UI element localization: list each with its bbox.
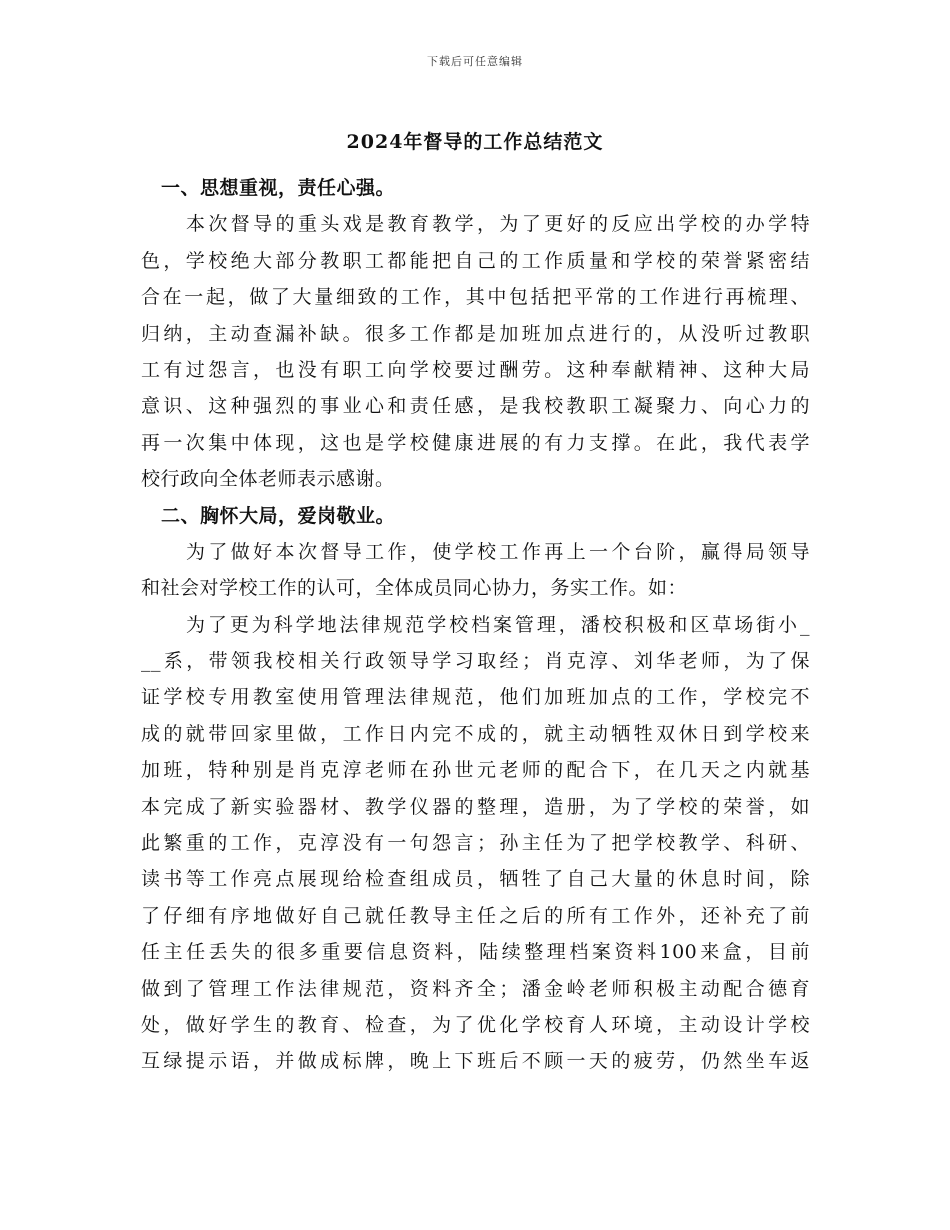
paragraph-line: 为了做好本次督导工作，使学校工作再上一个台阶，赢得局领导	[186, 540, 810, 563]
paragraph-line: 工有过怨言，也没有职工向学校要过酬劳。这种奉献精神、这种大局	[141, 358, 810, 381]
paragraph-line: 证学校专用教室使用管理法律规范，他们加班加点的工作，学校完不	[141, 686, 810, 709]
paragraph-line: __系，带领我校相关行政领导学习取经；肖克淳、刘华老师，为了保	[141, 650, 810, 673]
document-body	[141, 170, 810, 1080]
paragraph-line: 校行政向全体老师表示感谢。	[141, 468, 395, 491]
paragraph-line: 归纳，主动查漏补缺。很多工作都是加班加点进行的，从没听过教职	[141, 322, 810, 345]
paragraph-line: 和社会对学校工作的认可，全体成员同心协力，务实工作。如：	[141, 577, 688, 600]
paragraph-line: 读书等工作亮点展现给检查组成员，牺牲了自己大量的休息时间，除	[141, 868, 810, 891]
paragraph-line: 做到了管理工作法律规范，资料齐全；潘金岭老师积极主动配合德育	[141, 977, 810, 1000]
paragraph-line: 本完成了新实验器材、教学仪器的整理，造册，为了学校的荣誉，如	[141, 795, 810, 818]
paragraph-line: 任主任丢失的很多重要信息资料，陆续整理档案资料100来盒，目前	[141, 941, 810, 964]
paragraph-line: 加班，特种别是肖克淳老师在孙世元老师的配合下，在几天之内就基	[141, 759, 810, 782]
paragraph-line: 合在一起，做了大量细致的工作，其中包括把平常的工作进行再梳理、	[141, 286, 810, 309]
paragraph-line: 意识、这种强烈的事业心和责任感，是我校教职工凝聚力、向心力的	[141, 395, 810, 418]
paragraph-line: 色，学校绝大部分教职工都能把自己的工作质量和学校的荣誉紧密结	[141, 249, 810, 272]
document-title: 2024年督导的工作总结范文	[346, 131, 604, 153]
section-heading-2: 二、胸怀大局，爱岗敬业。	[161, 504, 396, 527]
paragraph-line: 处，做好学生的教育、检查，为了优化学校育人环境，主动设计学校	[141, 1013, 810, 1036]
paragraph-line: 了仔细有序地做好自己就任教导主任之后的所有工作外，还补充了前	[141, 904, 810, 927]
paragraph-line: 此繁重的工作，克淳没有一句怨言；孙主任为了把学校教学、科研、	[141, 832, 810, 855]
paragraph-line: 为了更为科学地法律规范学校档案管理，潘校积极和区草场街小_	[186, 613, 810, 636]
header-note: 下载后可任意编辑	[427, 55, 523, 68]
paragraph-line: 互绿提示语，并做成标牌，晚上下班后不顾一天的疲劳，仍然坐车返	[141, 1050, 810, 1073]
paragraph-line: 本次督导的重头戏是教育教学，为了更好的反应出学校的办学特	[186, 213, 810, 236]
paragraph-line: 成的就带回家里做，工作日内完不成的，就主动牺牲双休日到学校来	[141, 722, 810, 745]
paragraph-line: 再一次集中体现，这也是学校健康进展的有力支撑。在此，我代表学	[141, 431, 810, 454]
section-heading-1: 一、思想重视，责任心强。	[161, 177, 396, 199]
